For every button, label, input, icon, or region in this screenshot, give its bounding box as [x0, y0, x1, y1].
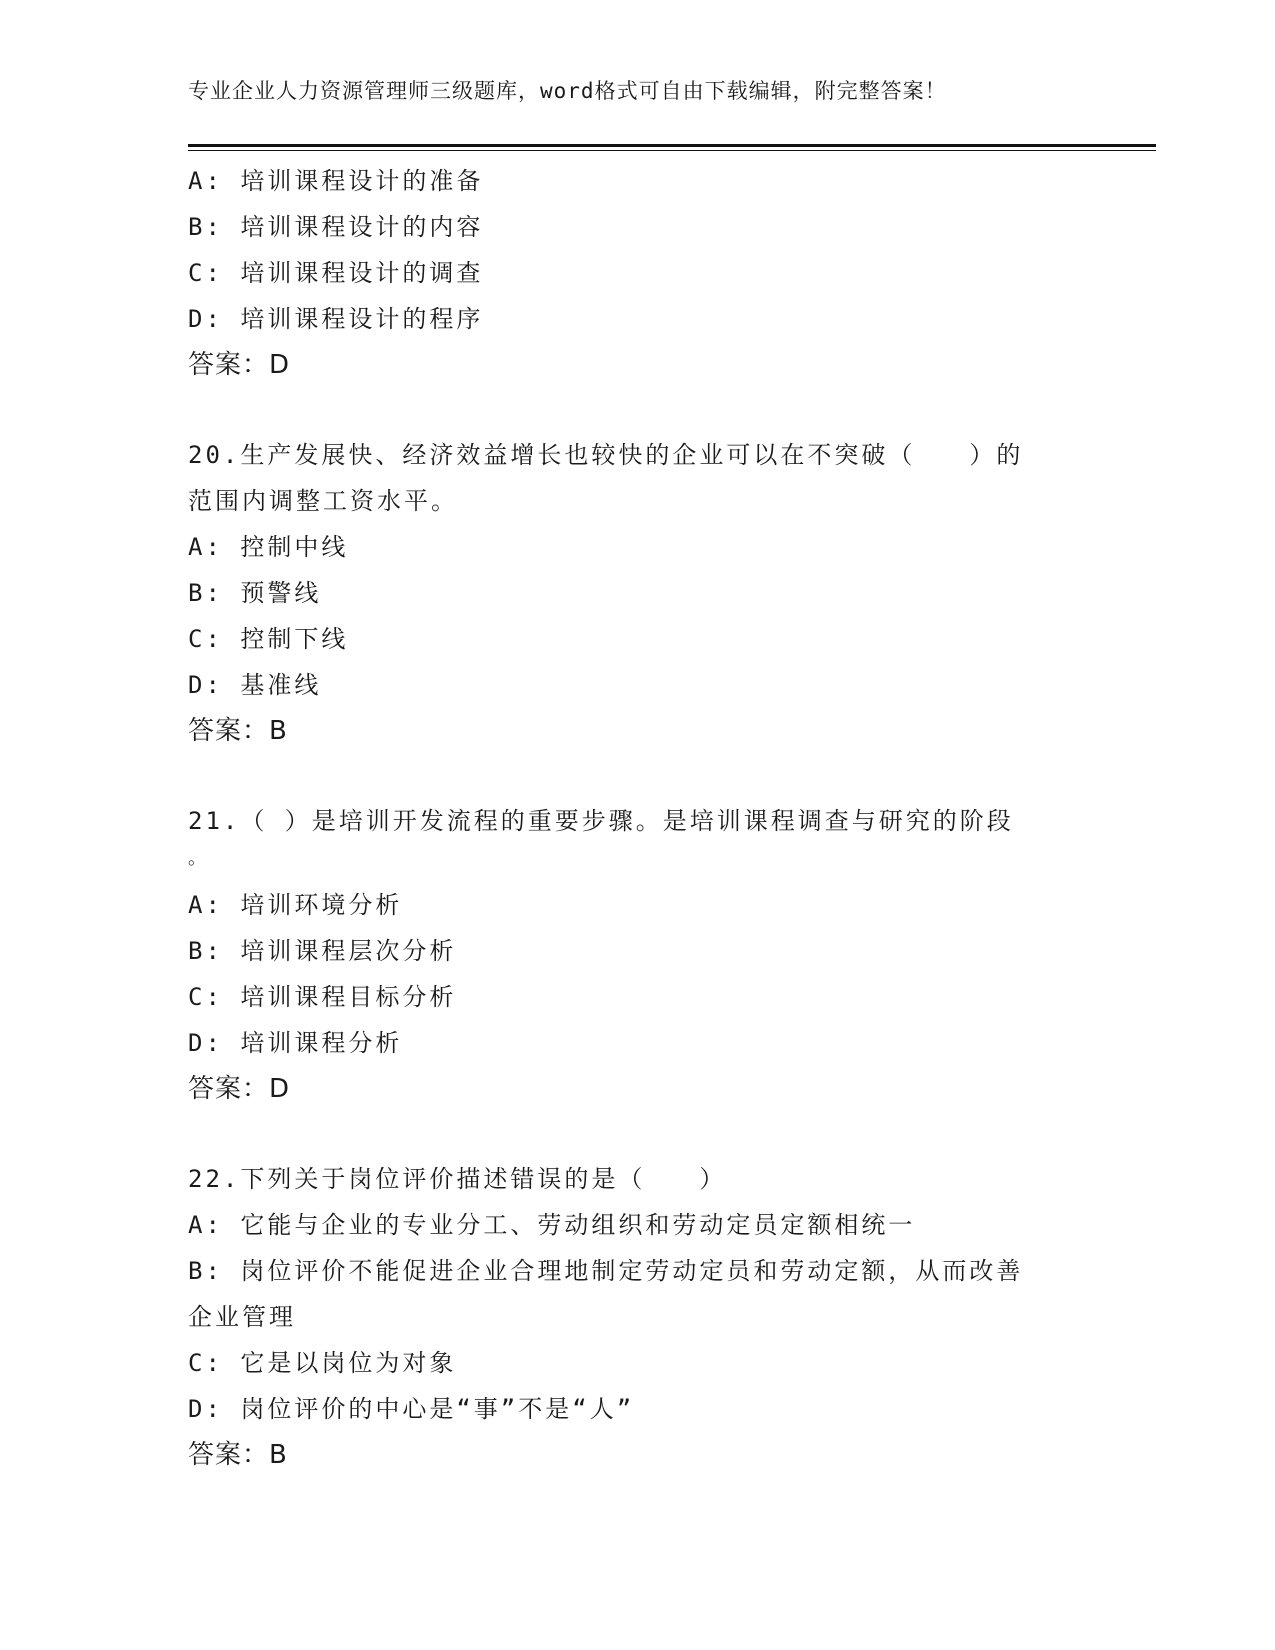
answer: 答案：B [188, 716, 288, 746]
option-d: D: 基准线 [188, 671, 322, 699]
option-d: D: 岗位评价的中心是“事”不是“人” [188, 1395, 635, 1423]
option-a: A: 培训环境分析 [188, 891, 403, 919]
question-19 [188, 158, 1088, 388]
question-stem: 20.生产发展快、经济效益增长也较快的企业可以在不突破（ ）的 [188, 441, 1024, 469]
header-rule-thick [188, 144, 1156, 147]
option-c: C: 控制下线 [188, 625, 349, 653]
question-list [188, 158, 1088, 1478]
option-b: B: 培训课程层次分析 [188, 937, 457, 965]
answer: 答案：D [188, 350, 291, 380]
option-c: C: 它是以岗位为对象 [188, 1349, 457, 1377]
question-21 [188, 798, 1088, 1112]
option-a: A: 培训课程设计的准备 [188, 167, 484, 195]
answer: 答案：B [188, 1440, 288, 1470]
option-a: A: 控制中线 [188, 533, 349, 561]
answer: 答案：D [188, 1074, 291, 1104]
option-b: B: 岗位评价不能促进企业合理地制定劳动定员和劳动定额，从而改善 [188, 1257, 1024, 1285]
question-stem: 22.下列关于岗位评价描述错误的是（ ） [188, 1165, 727, 1193]
option-b-continued: 企业管理 [188, 1303, 296, 1331]
spacer [188, 754, 1088, 798]
option-b: B: 培训课程设计的内容 [188, 213, 484, 241]
option-d: D: 培训课程设计的程序 [188, 305, 484, 333]
page-header: 专业企业人力资源管理师三级题库，word格式可自由下载编辑，附完整答案！ [188, 79, 947, 103]
question-22 [188, 1156, 1088, 1478]
question-stem: 21.（ ）是培训开发流程的重要步骤。是培训课程调查与研究的阶段 [188, 807, 1014, 835]
spacer [188, 1112, 1088, 1156]
question-stem-continued: 范围内调整工资水平。 [188, 487, 458, 515]
option-b: B: 预警线 [188, 579, 322, 607]
option-c: C: 培训课程目标分析 [188, 983, 457, 1011]
option-a: A: 它能与企业的专业分工、劳动组织和劳动定员定额相统一 [188, 1211, 916, 1239]
question-20 [188, 432, 1088, 754]
spacer [188, 388, 1088, 432]
option-c: C: 培训课程设计的调查 [188, 259, 484, 287]
option-d: D: 培训课程分析 [188, 1029, 403, 1057]
header-rule-thin [188, 150, 1156, 151]
question-stem-continued: 。 [188, 848, 209, 869]
